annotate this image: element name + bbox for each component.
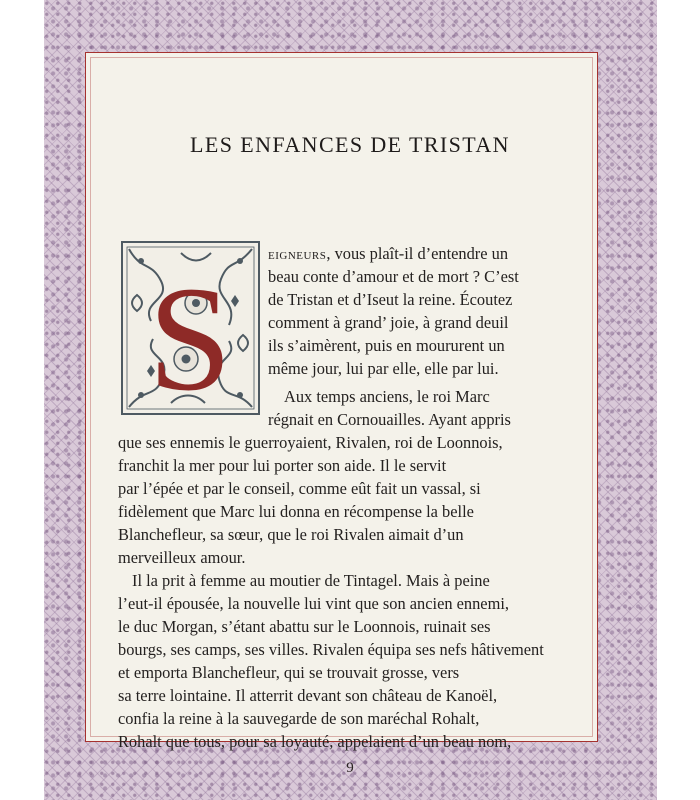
- text-line: que ses ennemis le guerroyaient, Rivalen, roi de Loonnois,: [118, 433, 503, 452]
- text-line: même jour, lui par elle, elle par lui.: [268, 359, 499, 378]
- illuminated-dropcap: [121, 241, 260, 415]
- text-line: bourgs, ses camps, ses villes. Rivalen équipa ses nefs hâtivement: [118, 640, 544, 659]
- text-line: confia la reine à la sauvegarde de son maréchal Rohalt,: [118, 709, 480, 728]
- dropcap-letter: S: [148, 256, 232, 415]
- text-line: comment à grand’ joie, à grand deuil: [268, 313, 509, 332]
- text-line: par l’épée et par le conseil, comme eût fait un vassal, si: [118, 479, 481, 498]
- text-line: fidèlement que Marc lui donna en récompense la belle: [118, 502, 474, 521]
- text-line: régnait en Cornouailles. Ayant appris: [268, 410, 511, 429]
- text-line: beau conte d’amour et de mort ? C’est: [268, 267, 519, 286]
- text-line: Blanchefleur, sa sœur, que le roi Rivalen aimait d’un: [118, 525, 464, 544]
- text-line: franchit la mer pour lui porter son aide. Il le servit: [118, 456, 447, 475]
- text-line: merveilleux amour.: [118, 548, 246, 567]
- chapter-title: LES ENFANCES DE TRISTAN: [190, 132, 510, 157]
- text-line: Aux temps anciens, le roi Marc: [284, 387, 490, 406]
- text-line: ils s’aimèrent, puis en moururent un: [268, 336, 505, 355]
- text-line: eigneurs, vous plaît-il d’entendre un: [268, 244, 509, 263]
- text-line: et emporta Blanchefleur, qui se trouvait grosse, vers: [118, 663, 460, 682]
- text-line: de Tristan et d’Iseut la reine. Écoutez: [268, 290, 513, 309]
- text-line: l’eut-il épousée, la nouvelle lui vint que son ancien ennemi,: [118, 594, 509, 613]
- lead-word: eigneurs: [268, 244, 327, 263]
- text-line: le duc Morgan, s’étant abattu sur le Loonnois, ruinait ses: [118, 617, 491, 636]
- page-number: 9: [346, 760, 354, 776]
- text-line: sa terre lointaine. Il atterrit devant son château de Kanoël,: [118, 686, 498, 705]
- text-line: Il la prit à femme au moutier de Tintagel. Mais à peine: [132, 571, 490, 590]
- text-line: Rohalt que tous, pour sa loyauté, appelaient d’un beau nom,: [118, 732, 512, 751]
